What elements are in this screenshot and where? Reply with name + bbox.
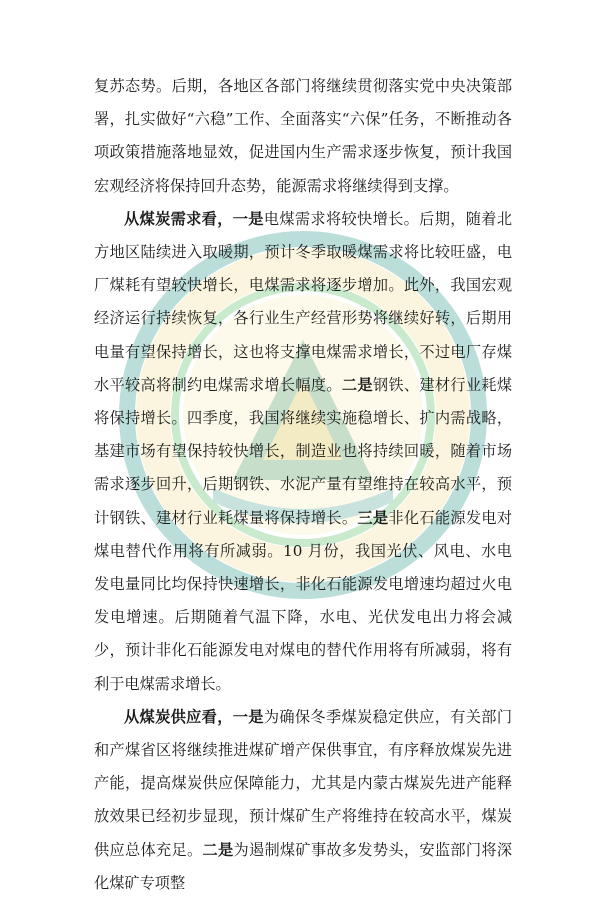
paragraph-3-seg-3: 二是	[202, 840, 234, 859]
paragraph-3-seg-1: 一是	[232, 707, 264, 726]
paragraph-2-seg-4: 钢铁、建材行业耗煤将保持增长。四季度，我国将继续实施稳增长、扩内需战略，基建市场有望保持较快增长，制造业也将持续回暖，随着市场需求逐步回升，后期钢铁、水泥产量有望维持在较高水平，预计钢铁、建材行业耗煤量将保持增长。	[94, 375, 513, 527]
paragraph-1	[94, 70, 512, 203]
paragraph-2	[94, 203, 512, 701]
paragraph-3-seg-2: 为确保冬季煤炭稳定供应，有关部门和产煤省区将继续推进煤矿增产保供事宜，有序释放煤炭先进产能，提高煤炭供应保障能力，尤其是内蒙古煤炭先进产能释放效果已经初步显现，预计煤矿生产将维持在较高水平，煤炭供应总体充足。	[94, 707, 513, 859]
paragraph-1-text: 复苏态势。后期，各地区各部门将继续贯彻落实党中央决策部署，扎实做好“六稳”工作、全面落实“六保”任务，不断推动各项政策措施落地显效，促进国内生产需求逐步恢复，预计我国宏观经济将保持回升态势，能源需求将继续得到支撑。	[94, 77, 512, 195]
paragraph-2-seg-2: 电煤需求将较快增长。后期，随着北方地区陆续进入取暖期，预计冬季取暖煤需求将比较旺盛，电厂煤耗有望较快增长，电煤需求将逐步增加。此外，我国宏观经济运行持续恢复，各行业生产经营形势将继续好转，后期用电量有望保持增长，这也将支撑电煤需求增长，不过电厂存煤水平较高将制约电煤需求增长幅度。	[94, 209, 513, 394]
paragraph-3-seg-4: 为遏制煤矿事故多发势头，安监部门将深化煤矿专项整	[94, 840, 513, 892]
paragraph-2-seg-5: 三是	[357, 508, 389, 527]
paragraph-2-seg-3: 二是	[341, 375, 373, 394]
document-body	[94, 70, 512, 900]
paragraph-2-seg-6: 非化石能源发电对煤电替代作用将有所减弱。10 月份，我国光伏、风电、水电发电量同比均保持快速增长，非化石能源发电增速均超过火电发电增速。后期随着气温下降，水电、光伏发电出力将会减少，预计非化石能源发电对煤电的替代作用将有所减弱，将有利于电煤需求增长。	[94, 508, 513, 693]
paragraph-2-lead: 从煤炭需求看，	[124, 209, 233, 228]
paragraph-3-lead: 从煤炭供应看，	[124, 707, 233, 726]
paragraph-3	[94, 701, 512, 900]
paragraph-2-seg-1: 一是	[232, 209, 264, 228]
